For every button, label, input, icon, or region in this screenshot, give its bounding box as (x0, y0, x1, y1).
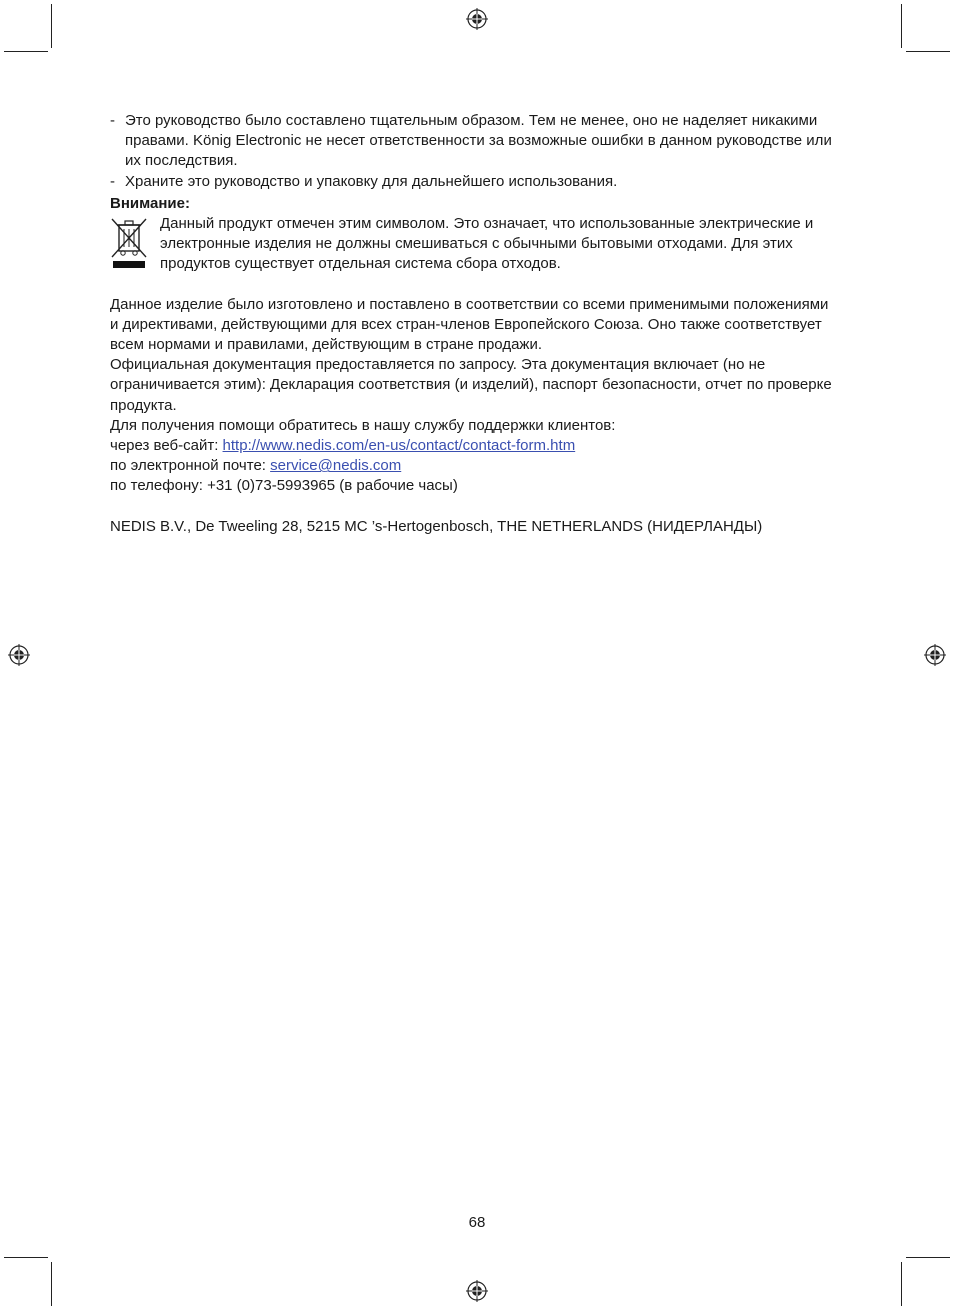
registration-mark-icon (8, 644, 30, 666)
crop-mark-bottom-left-h (4, 1257, 48, 1258)
list-item (110, 111, 840, 172)
crop-mark-bottom-left-v (51, 1262, 52, 1306)
attention-text: Данный продукт отмечен этим символом. Это означает, что использованные электрические и электронные изделия не должны смешиваться с обычными бытовыми отходами. Для этих продуктов существует отдельная система сбора отходов. (160, 215, 814, 273)
email-link[interactable]: service@nedis.com (270, 457, 402, 475)
compliance-statement: Данное изделие было изготовлено и поставлено в соответствии со всеми применимыми положениями и директивами, действующими для всех стран-членов Европейского Союза. Оно также соответствует всем нормами и правилами, действующим в стране продажи. (110, 295, 829, 354)
weee-crossed-bin-icon (110, 217, 148, 269)
crop-mark-bottom-right-h (906, 1257, 950, 1258)
website-line (110, 436, 840, 456)
crop-mark-bottom-right-v (901, 1262, 902, 1306)
company-address: NEDIS B.V., De Tweeling 28, 5215 MC ’s-Hertogenbosch, THE NETHERLANDS (НИДЕРЛАНДЫ) (110, 517, 763, 535)
crop-mark-top-left-v (51, 4, 52, 48)
page-content (110, 111, 840, 537)
email-line (110, 456, 840, 476)
registration-mark-icon (924, 644, 946, 666)
website-label: через веб-сайт: (110, 437, 223, 455)
website-link[interactable]: http://www.nedis.com/en-us/contact/contact-form.htm (222, 437, 576, 455)
crop-mark-top-right-v (901, 4, 902, 48)
support-intro: Для получения помощи обратитесь в нашу службу поддержки клиентов: (110, 416, 616, 434)
registration-mark-icon (466, 8, 488, 30)
list-item (110, 172, 840, 192)
documentation-statement: Официальная документация предоставляется по запросу. Эта документация включает (но не ограничивается этим): Декларация соответствия (и изделий), паспорт безопасности, отчет по проверке продукта. (110, 356, 832, 414)
registration-mark-icon (466, 1280, 488, 1302)
attention-block (110, 214, 840, 275)
bullet-marker: - (110, 172, 115, 190)
bullet-text: Это руководство было составлено тщательным образом. Тем не менее, оно не наделяет никакими правами. König Electronic не несет ответственности за возможные ошибки в данном руководстве или их последствия. (125, 112, 832, 170)
phone-line: по телефону: +31 (0)73-5993965 (в рабочие часы) (110, 477, 458, 495)
bullet-marker: - (110, 112, 115, 129)
crop-mark-top-left-h (4, 51, 48, 52)
crop-mark-top-right-h (906, 51, 950, 52)
bullet-text: Храните это руководство и упаковку для дальнейшего использования. (125, 172, 618, 190)
page-number: 68 (468, 1214, 486, 1231)
attention-heading: Внимание: (110, 194, 190, 212)
email-label: по электронной почте: (110, 457, 271, 475)
